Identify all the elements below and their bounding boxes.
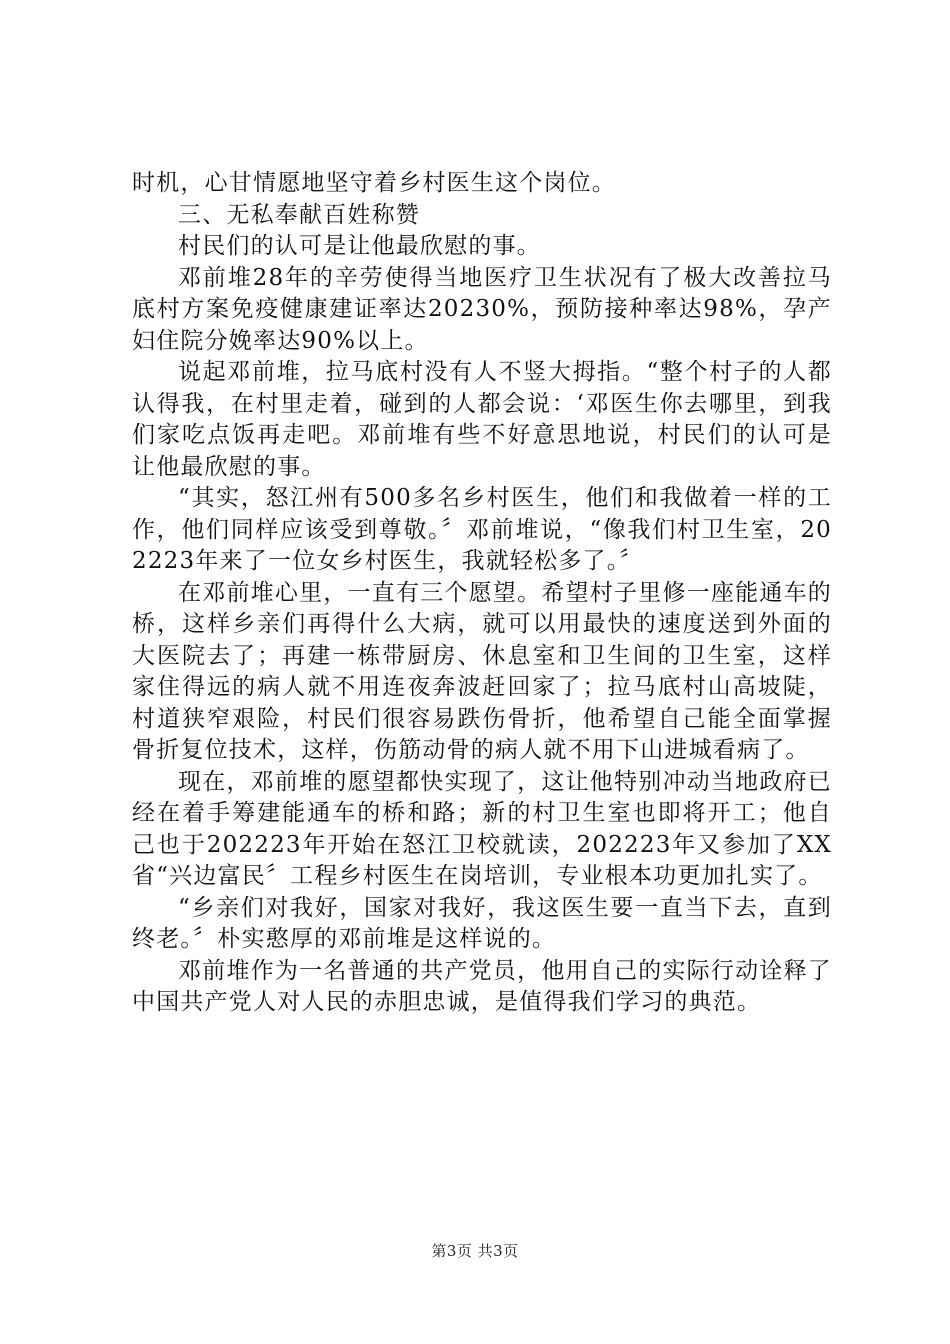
paragraph: 在邓前堆心里，一直有三个愿望。希望村子里修一座能通车的桥，这样乡亲们再得什么大病，就可以用最快的速度送到外面的大医院去了；再建一栋带厨房、休息室和卫生间的卫生室，这样家住得远的病人就不用连夜奔波赶回家了；拉马底村山高坡陡，村道狭窄艰险，村民们很容易跌伤骨折，他希望自己能全面掌握骨折复位技术，这样，伤筋动骨的病人就不用下山进城看病了。 <box>132 579 832 763</box>
paragraph: 说起邓前堆，拉马底村没有人不竖大拇指。“整个村子的人都认得我，在村里走着，碰到的人都会说：‘邓医生你去哪里，到我们家吃点饭再走吧。邓前堆有些不好意思地说，村民们的认可是让他最欣慰的事。 <box>132 359 832 480</box>
paragraph: 村民们的认可是让他最欣慰的事。 <box>178 233 541 259</box>
page-number-footer: 第3页 共3页 <box>431 1242 519 1260</box>
section-heading: 三、无私奉献百姓称赞 <box>178 201 420 228</box>
paragraph: “其实，怒江州有500多名乡村医生，他们和我做着一样的工作，他们同样应该受到尊敬。〞邓前堆说，“像我们村卫生室，202223年来了一位女乡村医生，我就轻松多了。〞 <box>132 485 832 574</box>
document-body <box>132 168 832 1019</box>
paragraph: 邓前堆28年的辛劳使得当地医疗卫生状况有了极大改善拉马底村方案免疫健康建证率达20230%，预防接种率达98%，孕产妇住院分娩率达90%以上。 <box>132 264 832 354</box>
paragraph: 邓前堆作为一名普通的共产党员，他用自己的实际行动诠释了中国共产党人对人民的赤胆忠诚，是值得我们学习的典范。 <box>132 957 832 1015</box>
paragraph: 现在，邓前堆的愿望都快实现了，这让他特别冲动当地政府已经在着手筹建能通车的桥和路；新的村卫生室也即将开工；他自己也于202223年开始在怒江卫校就读，202223年又参加了XX省“兴边富民〞工程乡村医生在岗培训，专业根本功更加扎实了。 <box>132 768 832 889</box>
paragraph-continuation: 时机，心甘情愿地坚守着乡村医生这个岗位。 <box>132 170 616 196</box>
paragraph: “乡亲们对我好，国家对我好，我这医生要一直当下去，直到终老。〞朴实憨厚的邓前堆是这样说的。 <box>132 894 832 952</box>
